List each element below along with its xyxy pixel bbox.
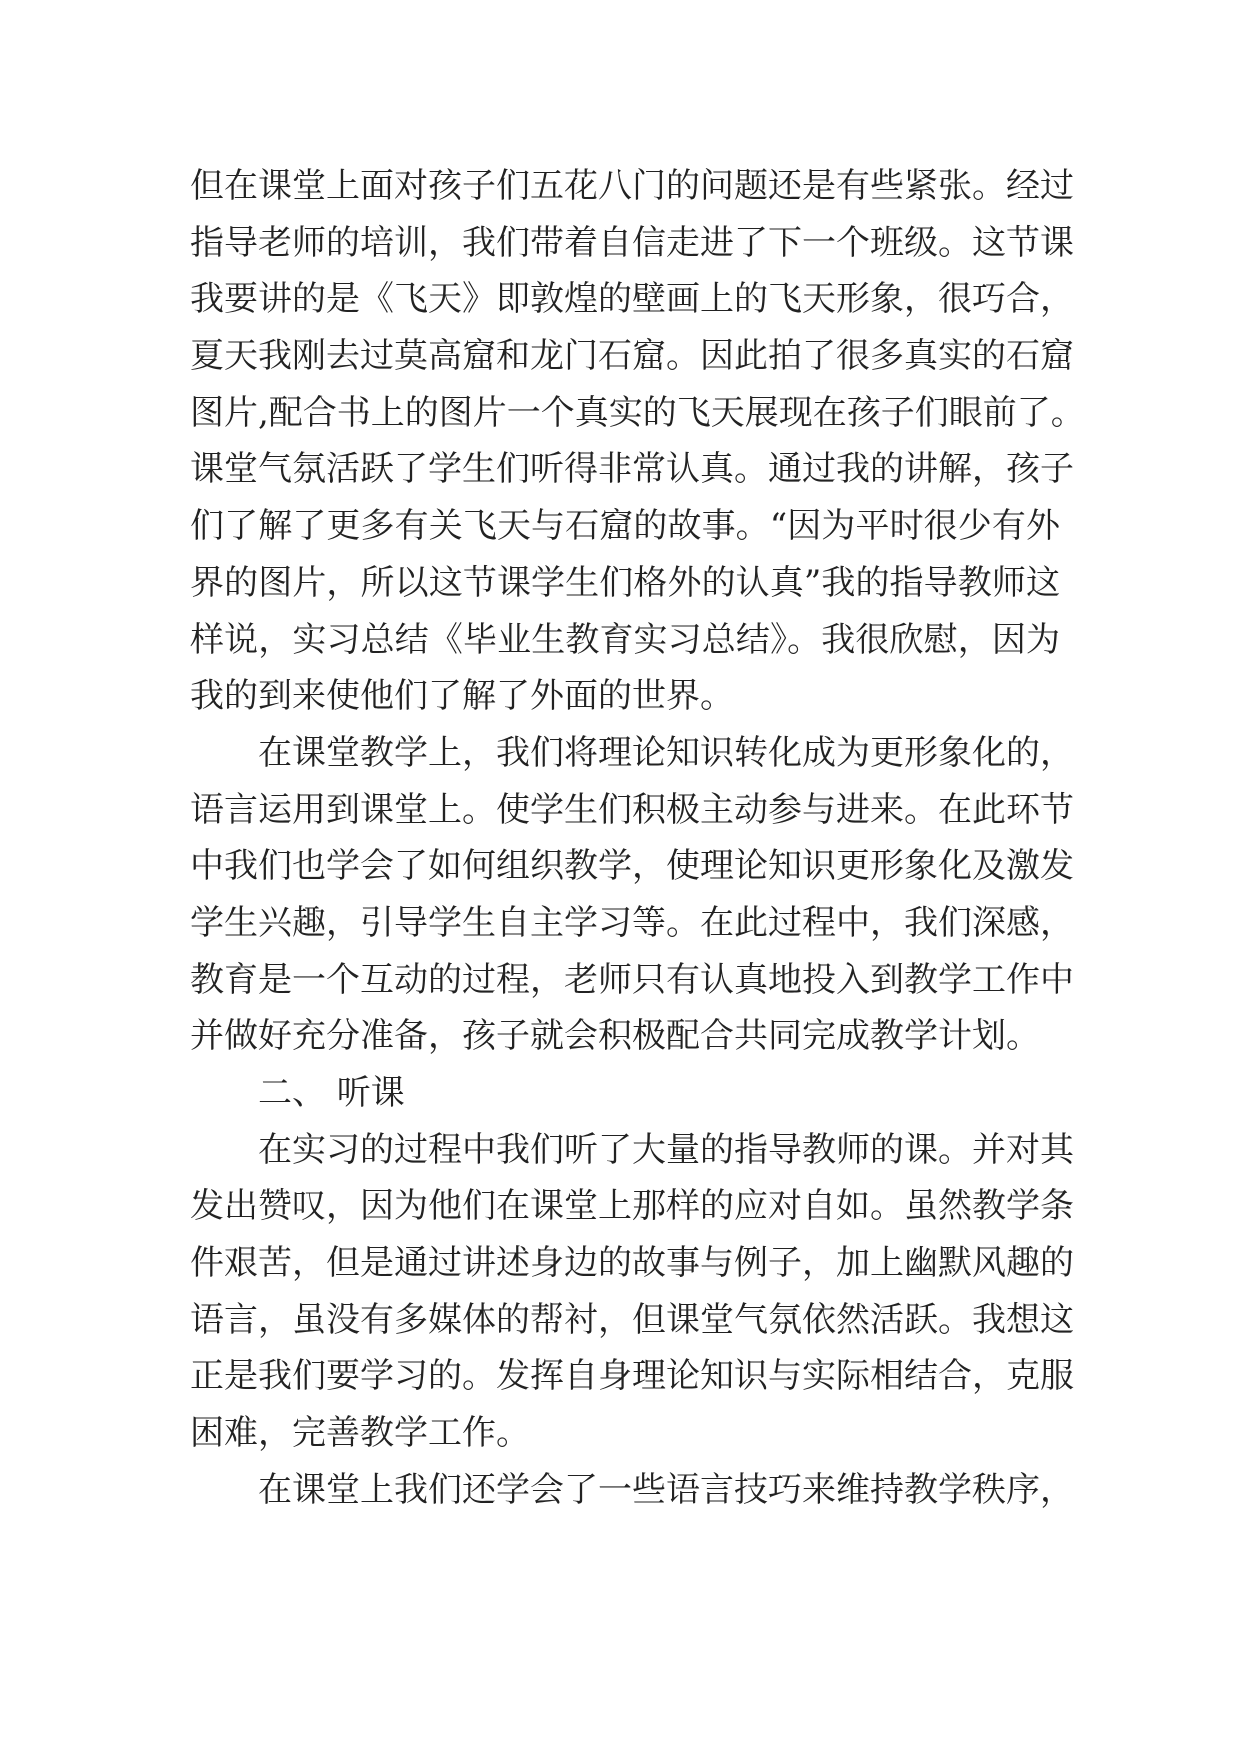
text-line: 我要讲的是《飞天》即敦煌的壁画上的飞天形象，很巧合， (190, 279, 1074, 320)
text-line: 教育是一个互动的过程，老师只有认真地投入到教学工作中 (190, 959, 1074, 1000)
text-line: 件艰苦，但是通过讲述身边的故事与例子，加上幽默风趣的 (190, 1243, 1074, 1284)
text-line: 但在课堂上面对孩子们五花八门的问题还是有些紧张。经过 (190, 166, 1074, 206)
text-line: 指导老师的培训，我们带着自信走进了下一个班级。这节课 (190, 222, 1074, 263)
section-heading: 二、 听课 (258, 1073, 405, 1113)
text-line: 课堂气氛活跃了学生们听得非常认真。通过我的讲解，孩子 (190, 449, 1074, 490)
text-line: 并做好充分准备，孩子就会积极配合共同完成教学计划。 (190, 1016, 1040, 1057)
text-line: 在实习的过程中我们听了大量的指导教师的课。并对其 (258, 1129, 1074, 1170)
text-line: 图片,配合书上的图片一个真实的飞天展现在孩子们眼前了。 (190, 392, 1085, 433)
text-line: 界的图片，所以这节课学生们格外的认真”我的指导教师这 (190, 562, 1060, 603)
text-line: 在课堂上我们还学会了一些语言技巧来维持教学秩序， (258, 1469, 1074, 1510)
text-line: 中我们也学会了如何组织教学，使理论知识更形象化及激发 (190, 846, 1074, 887)
text-line: 语言，虽没有多媒体的帮衬，但课堂气氛依然活跃。我想这 (190, 1299, 1074, 1340)
body-text (190, 158, 1085, 1519)
text-line: 困难，完善教学工作。 (190, 1413, 530, 1454)
text-line: 学生兴趣，引导学生自主学习等。在此过程中，我们深感， (190, 902, 1074, 943)
text-line: 在课堂教学上，我们将理论知识转化成为更形象化的， (258, 732, 1074, 773)
text-line: 样说，实习总结《毕业生教育实习总结》。我很欣慰，因为 (190, 619, 1060, 660)
text-line: 我的到来使他们了解了外面的世界。 (190, 676, 734, 717)
text-line: 夏天我刚去过莫高窟和龙门石窟。因此拍了很多真实的石窟 (190, 336, 1074, 377)
text-line: 发出赞叹，因为他们在课堂上那样的应对自如。虽然教学条 (190, 1186, 1074, 1227)
text-line: 正是我们要学习的。发挥自身理论知识与实际相结合，克服 (190, 1356, 1074, 1397)
text-line: 们了解了更多有关飞天与石窟的故事。“因为平时很少有外 (190, 506, 1060, 547)
text-line: 语言运用到课堂上。使学生们积极主动参与进来。在此环节 (190, 789, 1074, 830)
